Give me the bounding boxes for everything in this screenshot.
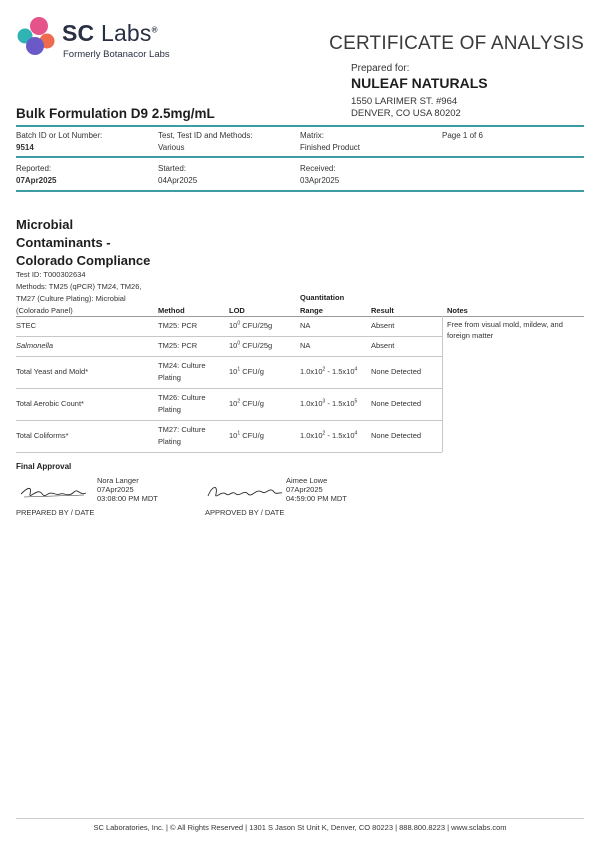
prepared-by-label: PREPARED BY / DATE bbox=[16, 508, 95, 517]
table-row-method-line1: TM26: Culture bbox=[158, 393, 206, 402]
prepared-by-date: 07Apr2025 bbox=[97, 485, 134, 494]
range-start: 1.0x10 bbox=[300, 367, 323, 376]
range-end-exponent: 4 bbox=[354, 430, 358, 437]
logo-subtitle: Formerly Botanacor Labs bbox=[63, 49, 170, 60]
table-row-method-line1: TM24: Culture bbox=[158, 361, 206, 370]
reported-value: 07Apr2025 bbox=[16, 176, 57, 185]
table-row-lod bbox=[229, 431, 264, 440]
table-header-rule bbox=[16, 316, 584, 317]
footer-text: SC Laboratories, Inc. | © All Rights Reserved | 1301 S Jason St Unit K, Denver, CO 80223 | 888.800.8223 | www.sclabs.com bbox=[93, 823, 507, 832]
row-divider bbox=[16, 356, 442, 357]
prepared-signature bbox=[18, 482, 90, 504]
methods-line2: TM27 (Culture Plating): Microbial bbox=[16, 294, 126, 303]
lod-base: 10 bbox=[229, 321, 238, 330]
section-title bbox=[16, 216, 176, 270]
lod-exponent: 2 bbox=[237, 398, 241, 405]
lod-unit: CFU/g bbox=[240, 399, 264, 408]
range-start: 1.0x10 bbox=[300, 399, 323, 408]
row-divider bbox=[16, 388, 442, 389]
lod-unit: CFU/g bbox=[240, 431, 264, 440]
notes-column-divider bbox=[442, 316, 443, 452]
row-divider bbox=[16, 452, 442, 453]
col-header-method: Method bbox=[158, 306, 185, 315]
table-row-notes-line1: Free from visual mold, mildew, and bbox=[447, 320, 563, 329]
table-row-range: NA bbox=[300, 341, 311, 350]
col-header-quant-line2: Range bbox=[300, 306, 323, 315]
table-row-range bbox=[300, 431, 357, 440]
info-divider-1 bbox=[16, 156, 584, 158]
col-header-lod: LOD bbox=[229, 306, 245, 315]
sc-labs-logo-mark bbox=[16, 16, 58, 58]
page-number: Page 1 of 6 bbox=[442, 131, 483, 140]
started-label: Started: bbox=[158, 164, 187, 173]
section-title-line2: Contaminants - bbox=[16, 235, 111, 250]
prepared-by-name: Nora Langer bbox=[97, 476, 139, 485]
approved-signature bbox=[204, 480, 284, 504]
table-row-method-line2: Plating bbox=[158, 373, 181, 382]
col-header-notes: Notes bbox=[447, 306, 468, 315]
row-divider bbox=[16, 336, 442, 337]
prepared-for-label: Prepared for: bbox=[351, 63, 410, 74]
info-divider-2 bbox=[16, 190, 584, 192]
lod-exponent: 0 bbox=[237, 320, 241, 327]
section-title-line3: Colorado Compliance bbox=[16, 253, 151, 268]
table-row-analyte: STEC bbox=[16, 321, 37, 330]
client-address-line1: 1550 LARIMER ST. #964 bbox=[351, 96, 458, 107]
table-row-analyte: Salmonella bbox=[16, 341, 54, 350]
logo-registered: ® bbox=[151, 25, 158, 35]
table-row-range: NA bbox=[300, 321, 311, 330]
table-row-lod bbox=[229, 367, 264, 376]
header-divider bbox=[16, 125, 584, 127]
section-title-line1: Microbial bbox=[16, 217, 74, 232]
product-name: Bulk Formulation D9 2.5mg/mL bbox=[16, 106, 215, 121]
table-row-result: None Detected bbox=[371, 399, 422, 408]
table-row-range bbox=[300, 367, 357, 376]
matrix-value: Finished Product bbox=[300, 143, 361, 152]
col-header-result: Result bbox=[371, 306, 394, 315]
test-value: Various bbox=[158, 143, 185, 152]
footer-divider bbox=[16, 818, 584, 819]
started-value: 04Apr2025 bbox=[158, 176, 198, 185]
lod-base: 10 bbox=[229, 367, 238, 376]
table-row-method: TM25: PCR bbox=[158, 341, 198, 350]
table-row-analyte: Total Coliforms* bbox=[16, 431, 69, 440]
test-label: Test, Test ID and Methods: bbox=[158, 131, 253, 140]
lod-unit: CFU/25g bbox=[240, 341, 273, 350]
methods-line3: (Colorado Panel) bbox=[16, 306, 73, 315]
approved-by-time: 04:59:00 PM MDT bbox=[286, 494, 347, 503]
approved-by-date: 07Apr2025 bbox=[286, 485, 323, 494]
matrix-label: Matrix: bbox=[300, 131, 324, 140]
methods-line1: Methods: TM25 (qPCR) TM24, TM26, bbox=[16, 282, 142, 291]
table-row-method: TM25: PCR bbox=[158, 321, 198, 330]
prepared-by-time: 03:08:00 PM MDT bbox=[97, 494, 158, 503]
lod-base: 10 bbox=[229, 341, 238, 350]
range-end-exponent: 5 bbox=[354, 398, 358, 405]
range-start-exponent: 3 bbox=[322, 398, 326, 405]
table-row-range bbox=[300, 399, 357, 408]
table-row-method-line1: TM27: Culture bbox=[158, 425, 206, 434]
batch-label: Batch ID or Lot Number: bbox=[16, 131, 103, 140]
table-row-method-line2: Plating bbox=[158, 437, 181, 446]
row-divider bbox=[16, 420, 442, 421]
range-start-exponent: 2 bbox=[322, 366, 326, 373]
received-value: 03Apr2025 bbox=[300, 176, 340, 185]
table-row-result: None Detected bbox=[371, 431, 422, 440]
lod-unit: CFU/25g bbox=[240, 321, 273, 330]
table-row-result: Absent bbox=[371, 341, 395, 350]
logo-sc: SC bbox=[62, 20, 95, 46]
approved-by-name: Aimee Lowe bbox=[286, 476, 328, 485]
final-approval-title: Final Approval bbox=[16, 462, 72, 471]
batch-value: 9514 bbox=[16, 143, 34, 152]
table-row-lod bbox=[229, 321, 272, 330]
table-row-lod bbox=[229, 399, 264, 408]
col-header-quant-line1: Quantitation bbox=[300, 293, 345, 302]
range-separator: - 1.5x10 bbox=[325, 367, 355, 376]
lod-base: 10 bbox=[229, 431, 238, 440]
table-row-result: Absent bbox=[371, 321, 395, 330]
document-title: CERTIFICATE OF ANALYSIS bbox=[329, 33, 584, 54]
table-row-method-line2: Plating bbox=[158, 405, 181, 414]
table-row-notes-line2: foreign matter bbox=[447, 331, 494, 340]
table-row-analyte: Total Aerobic Count* bbox=[16, 399, 84, 408]
logo-wordmark bbox=[62, 20, 158, 47]
lod-exponent: 1 bbox=[237, 366, 241, 373]
lod-exponent: 1 bbox=[237, 430, 241, 437]
range-separator: - 1.5x10 bbox=[325, 399, 355, 408]
test-id: Test ID: T000302634 bbox=[16, 270, 86, 279]
range-start-exponent: 2 bbox=[322, 430, 326, 437]
client-address-line2: DENVER, CO USA 80202 bbox=[351, 108, 461, 119]
range-start: 1.0x10 bbox=[300, 431, 323, 440]
received-label: Received: bbox=[300, 164, 336, 173]
logo-labs: Labs bbox=[100, 20, 152, 46]
table-row-analyte: Total Yeast and Mold* bbox=[16, 367, 89, 376]
client-name: NULEAF NATURALS bbox=[351, 75, 488, 91]
reported-label: Reported: bbox=[16, 164, 52, 173]
range-separator: - 1.5x10 bbox=[325, 431, 355, 440]
lod-exponent: 0 bbox=[237, 340, 241, 347]
lod-base: 10 bbox=[229, 399, 238, 408]
table-row-result: None Detected bbox=[371, 367, 422, 376]
lod-unit: CFU/g bbox=[240, 367, 264, 376]
table-row-lod bbox=[229, 341, 272, 350]
range-end-exponent: 4 bbox=[354, 366, 358, 373]
approved-by-label: APPROVED BY / DATE bbox=[205, 508, 285, 517]
